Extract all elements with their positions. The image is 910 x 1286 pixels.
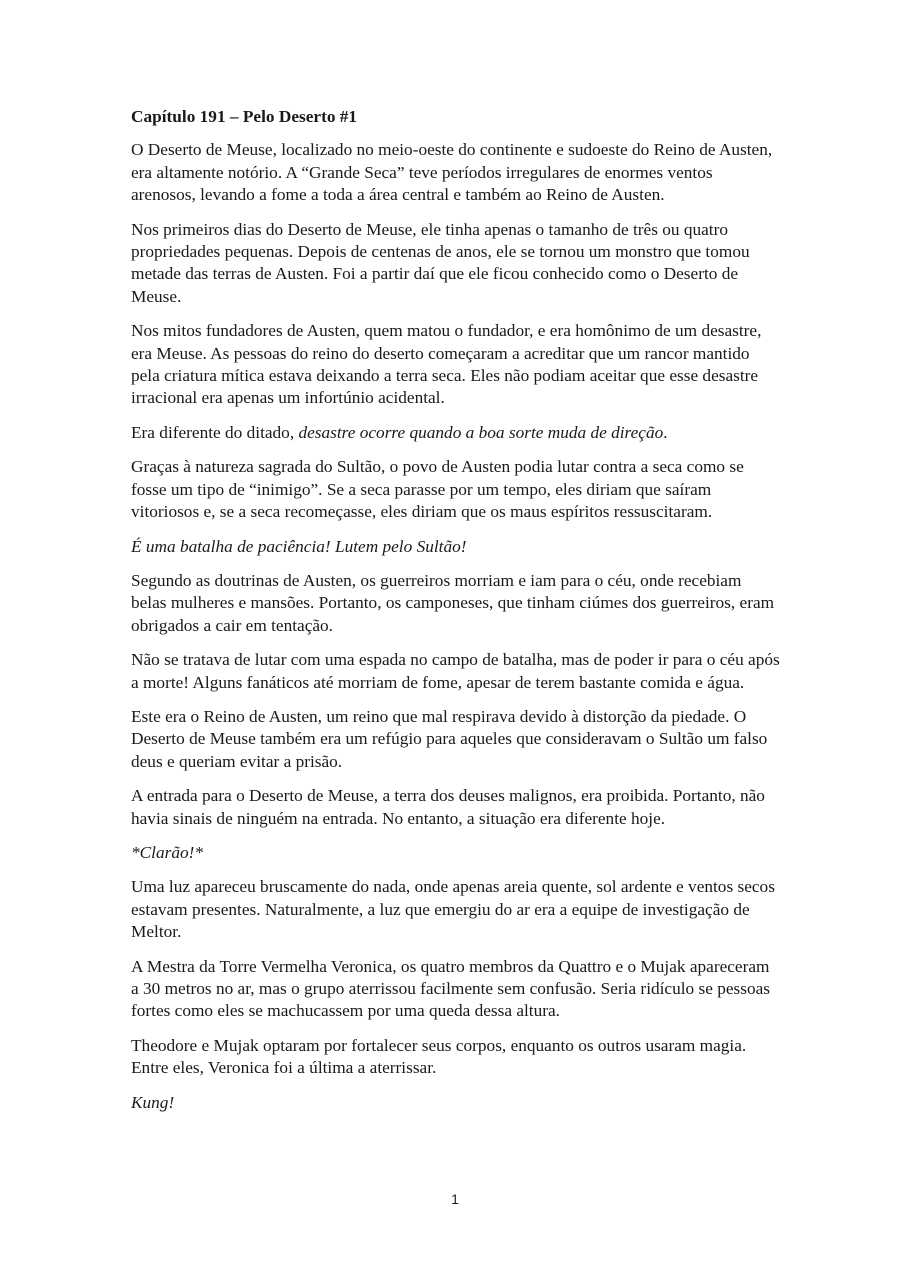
paragraph-2: Nos primeiros dias do Deserto de Meuse, ele tinha apenas o tamanho de três ou quatro propriedades pequenas. Depois de centenas de anos, ele se tornou um monstro que tomou metade das terras de Austen. Foi a partir daí que ele ficou conhecido como o Deserto de Meuse. [131, 219, 750, 306]
italic-sound-effect-2: Kung! [131, 1092, 175, 1112]
document-page [131, 106, 781, 1126]
paragraph-11 [131, 842, 781, 864]
italic-saying: desastre ocorre quando a boa sorte muda de direção [298, 422, 664, 442]
paragraph-6 [131, 536, 781, 558]
paragraph-4: Era diferente do ditado, desastre ocorre quando a boa sorte muda de direção. [131, 422, 668, 442]
italic-shout: É uma batalha de paciência! Lutem pelo Sultão! [131, 536, 467, 556]
paragraph-9: Este era o Reino de Austen, um reino que mal respirava devido à distorção da piedade. O Deserto de Meuse também era um refúgio para aqueles que consideravam o Sultão um falso deus e queriam evitar a prisão. [131, 706, 768, 771]
paragraph-1: O Deserto de Meuse, localizado no meio-oeste do continente e sudoeste do Reino de Austen, era altamente notório. A “Grande Seca” teve períodos irregulares de enormes ventos arenosos, levando a fome a toda a área central e também ao Reino de Austen. [131, 140, 773, 205]
italic-sound-effect: *Clarão!* [131, 842, 204, 862]
paragraph-5: Graças à natureza sagrada do Sultão, o povo de Austen podia lutar contra a seca como se fosse um tipo de “inimigo”. Se a seca parasse por um tempo, eles diriam que saíram vitoriosos e, se a seca recomeçasse, eles diriam que os maus espíritos ressuscitaram. [131, 457, 744, 522]
chapter-title: Capítulo 191 – Pelo Deserto #1 [131, 107, 358, 126]
paragraph-3: Nos mitos fundadores de Austen, quem matou o fundador, e era homônimo de um desastre, era Meuse. As pessoas do reino do deserto começaram a acreditar que um rancor mantido pela criatura mítica estava deixando a terra seca. Eles não podiam aceitar que esse desastre irracional era apenas um infortúnio acidental. [131, 321, 762, 408]
paragraph-10: A entrada para o Deserto de Meuse, a terra dos deuses malignos, era proibida. Portanto, não havia sinais de ninguém na entrada. No entanto, a situação era diferente hoje. [131, 786, 765, 828]
paragraph-15 [131, 1092, 781, 1114]
paragraph-7: Segundo as doutrinas de Austen, os guerreiros morriam e iam para o céu, onde recebiam belas mulheres e mansões. Portanto, os camponeses, que tinham ciúmes dos guerreiros, eram obrigados a cair em tentação. [131, 570, 775, 635]
page-number: 1 [451, 1191, 459, 1207]
paragraph-12: Uma luz apareceu bruscamente do nada, onde apenas areia quente, sol ardente e ventos secos estavam presentes. Naturalmente, a luz que emergiu do ar era a equipe de investigação de Meltor. [131, 877, 775, 942]
paragraph-8: Não se tratava de lutar com uma espada no campo de batalha, mas de poder ir para o céu após a morte! Alguns fanáticos até morriam de fome, apesar de terem bastante comida e água. [131, 650, 780, 692]
paragraph-14: Theodore e Mujak optaram por fortalecer seus corpos, enquanto os outros usaram magia. Entre eles, Veronica foi a última a aterrissar. [131, 1035, 747, 1078]
paragraph-13: A Mestra da Torre Vermelha Veronica, os quatro membros da Quattro e o Mujak apareceram a 30 metros no ar, mas o grupo aterrissou facilmente sem confusão. Seria ridículo se pessoas fortes como eles se machucassem por uma queda dessa altura. [131, 956, 771, 1021]
